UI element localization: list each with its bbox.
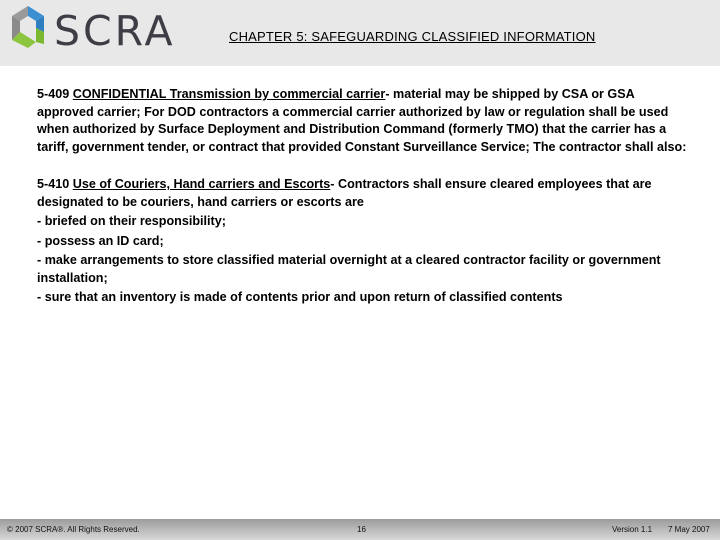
section-409-number: 5-409 [37,87,70,101]
section-5-409 [37,86,687,156]
section-409-heading: CONFIDENTIAL Transmission by commercial carrier [72,87,386,101]
list-item: - possess an ID card; [37,233,164,248]
list-item: - briefed on their responsibility; [37,214,226,228]
section-410-heading: Use of Couriers, Hand carriers and Escorts [72,177,331,191]
logo-text: SCRA [54,7,176,55]
section-409-body: - material may be shipped by CSA or GSA approved carrier; For DOD contractors a commercial carrier authorized by law or regulation shall be used when authorized by Surface Deployment and Distribution Command (formerly TMO) that the carrier has a tariff, government tender, or contract that provided Constant Surveillance Service; The contractor shall also: [37,87,687,154]
footer-version: Version 1.1 [612,525,653,534]
section-5-410 [37,176,687,307]
footer-copyright: © 2007 SCRA®. All Rights Reserved. [7,525,140,534]
slide-header [0,0,720,66]
section-410-number: 5-410 [37,177,70,191]
footer-page-number: 16 [357,525,366,534]
slide-content [37,86,687,327]
list-item: - sure that an inventory is made of contents prior and upon return of classified contents [37,290,563,304]
scra-logo [8,4,188,56]
footer-date: 7 May 2007 [668,525,710,534]
list-item: - make arrangements to store classified material overnight at a cleared contractor facility or government installation; [37,253,661,285]
section-410-body: - Contractors shall ensure cleared employees that are designated to be couriers, hand carriers or escorts are [37,177,652,209]
scra-logo-icon [8,4,52,56]
slide-footer [0,519,720,540]
chapter-title: CHAPTER 5: SAFEGUARDING CLASSIFIED INFORMATION [229,29,596,44]
